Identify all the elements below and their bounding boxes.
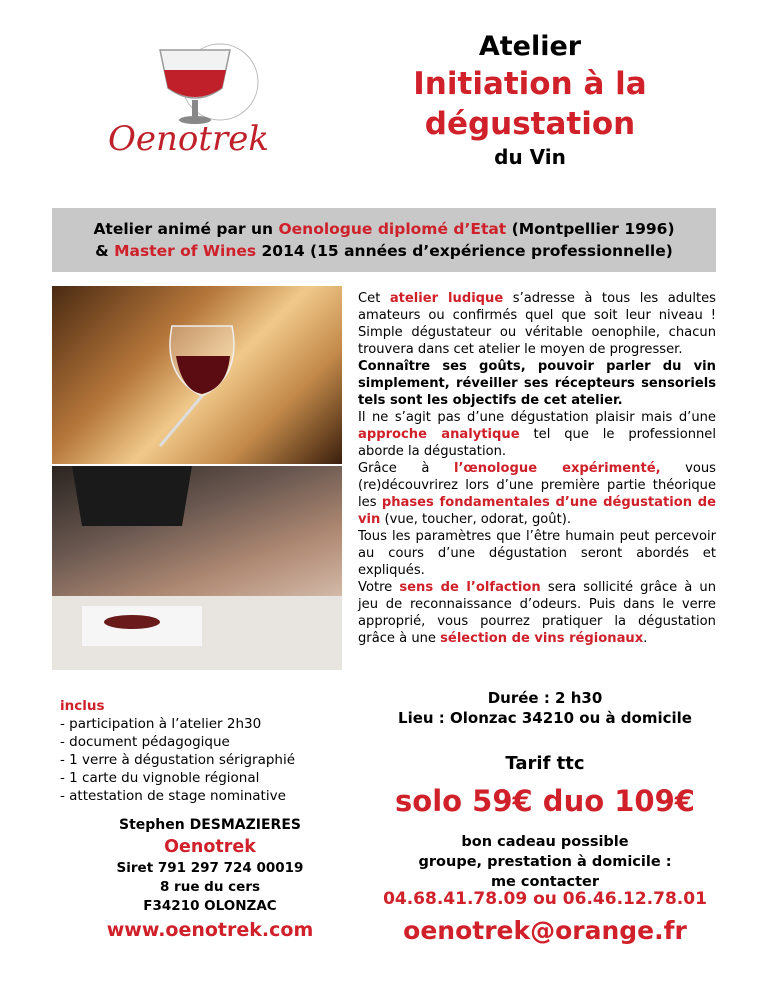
desc-p4-d: phases fondamentales d’une dégustation de vin <box>358 495 716 527</box>
oenotrek-logo <box>100 40 270 162</box>
contact-siret: Siret 791 297 724 00019 <box>116 860 304 876</box>
inclus-list <box>60 697 350 805</box>
desc-p5: Tous les paramètres que l’être humain peut percevoir au cours d’une dégustation seront abordés et expliqués. <box>358 529 716 578</box>
list-item: - 1 verre à dégustation sérigraphié <box>60 752 296 768</box>
gift-line-1: bon cadeau possible <box>461 834 629 850</box>
wine-glass-photo-icon <box>52 286 342 464</box>
list-item: - participation à l’atelier 2h30 <box>60 716 262 732</box>
contact-block <box>60 815 360 944</box>
title-initiation: Initiation à la <box>413 66 647 102</box>
desc-p6-b: sens de l’olfaction <box>399 580 541 595</box>
logo-text: Oenotrek <box>108 119 270 159</box>
presenter-banner <box>52 208 716 272</box>
desc-p3-c: tel que le professionnel aborde la dégustation. <box>358 427 716 459</box>
contact-street: 8 rue du cers <box>159 879 261 895</box>
website-link[interactable]: www.oenotrek.com <box>106 919 314 941</box>
desc-p6-c: sera sollicité grâce à un jeu de reconnaissance d’odeurs. Puis dans le verre approprié, vous pourrez pratiquer la dégustation grâce à une <box>358 580 716 646</box>
desc-p4-a: Grâce à <box>358 461 454 476</box>
desc-p1-a: Cet <box>358 291 390 306</box>
email-link[interactable]: oenotrek@orange.fr <box>403 916 687 945</box>
desc-p6-d: sélection de vins régionaux <box>440 631 644 646</box>
tasting-photo-2 <box>52 466 342 670</box>
banner-l1-b: Oenologue diplomé d’Etat <box>278 220 507 238</box>
desc-p4-e: (vue, toucher, odorat, goût). <box>380 512 571 527</box>
desc-p1-c: s’adresse à tous les adultes amateurs ou confirmés quel que soit leur niveau ! Simple dégustateur ou véritable oenophile, chacun trouvera dans cet atelier le moyen de progresser. <box>358 291 716 357</box>
title-atelier: Atelier <box>478 31 582 62</box>
title-block <box>380 30 680 170</box>
desc-p6-e: . <box>643 631 648 646</box>
banner-l1-a: Atelier animé par un <box>93 220 279 238</box>
duration: Durée : 2 h30 <box>487 689 603 707</box>
inclus-title: inclus <box>60 698 105 714</box>
banner-l2-a: & <box>95 242 115 260</box>
list-item: - document pédagogique <box>60 734 230 750</box>
banner-l2-b: Master of Wines <box>114 242 257 260</box>
tasting-photo-1 <box>52 286 342 464</box>
desc-p6-a: Votre <box>358 580 400 595</box>
banner-l1-c: (Montpellier 1996) <box>506 220 675 238</box>
price: solo 59€ duo 109€ <box>395 784 695 818</box>
list-item: - 1 carte du vignoble régional <box>60 770 260 786</box>
tasting-table-icon <box>52 466 342 670</box>
location: Lieu : Olonzac 34210 ou à domicile <box>398 709 692 727</box>
contact-city: F34210 OLONZAC <box>143 898 277 914</box>
phone-numbers[interactable]: 04.68.41.78.09 ou 06.46.12.78.01 <box>383 889 707 909</box>
desc-p1-b: atelier ludique <box>389 291 504 306</box>
description-text <box>358 290 716 647</box>
contact-brand: Oenotrek <box>164 837 256 857</box>
gift-line-2: groupe, prestation à domicile : <box>418 854 672 870</box>
gift-block <box>380 832 710 892</box>
title-degustation: dégustation <box>424 106 636 142</box>
title-du-vin: du Vin <box>494 145 566 169</box>
tarif-label: Tarif ttc <box>505 753 585 774</box>
desc-p2: Connaître ses goûts, pouvoir parler du vin simplement, réveiller ses récepteurs sensoriels tels sont les objectifs de cet atelier. <box>358 359 716 408</box>
banner-l2-c: 2014 (15 années d’expérience professionnelle) <box>256 242 673 260</box>
info-block <box>380 688 710 892</box>
banner-line-1 <box>52 218 716 240</box>
list-item: - attestation de stage nominative <box>60 788 286 804</box>
gift-line-3: me contacter <box>490 874 600 890</box>
desc-p3-a: Il ne s’agit pas d’une dégustation plaisir mais d’une <box>358 410 716 425</box>
banner-line-2 <box>52 240 716 262</box>
contact-name: Stephen DESMAZIERES <box>119 817 301 833</box>
desc-p4-b: l’œnologue expérimenté, <box>453 461 661 476</box>
wine-glass-logo-icon <box>100 40 270 162</box>
desc-p4-c: vous (re)découvrirez lors d’une première partie théorique les <box>358 461 716 510</box>
desc-p3-b: approche analytique <box>358 427 520 442</box>
